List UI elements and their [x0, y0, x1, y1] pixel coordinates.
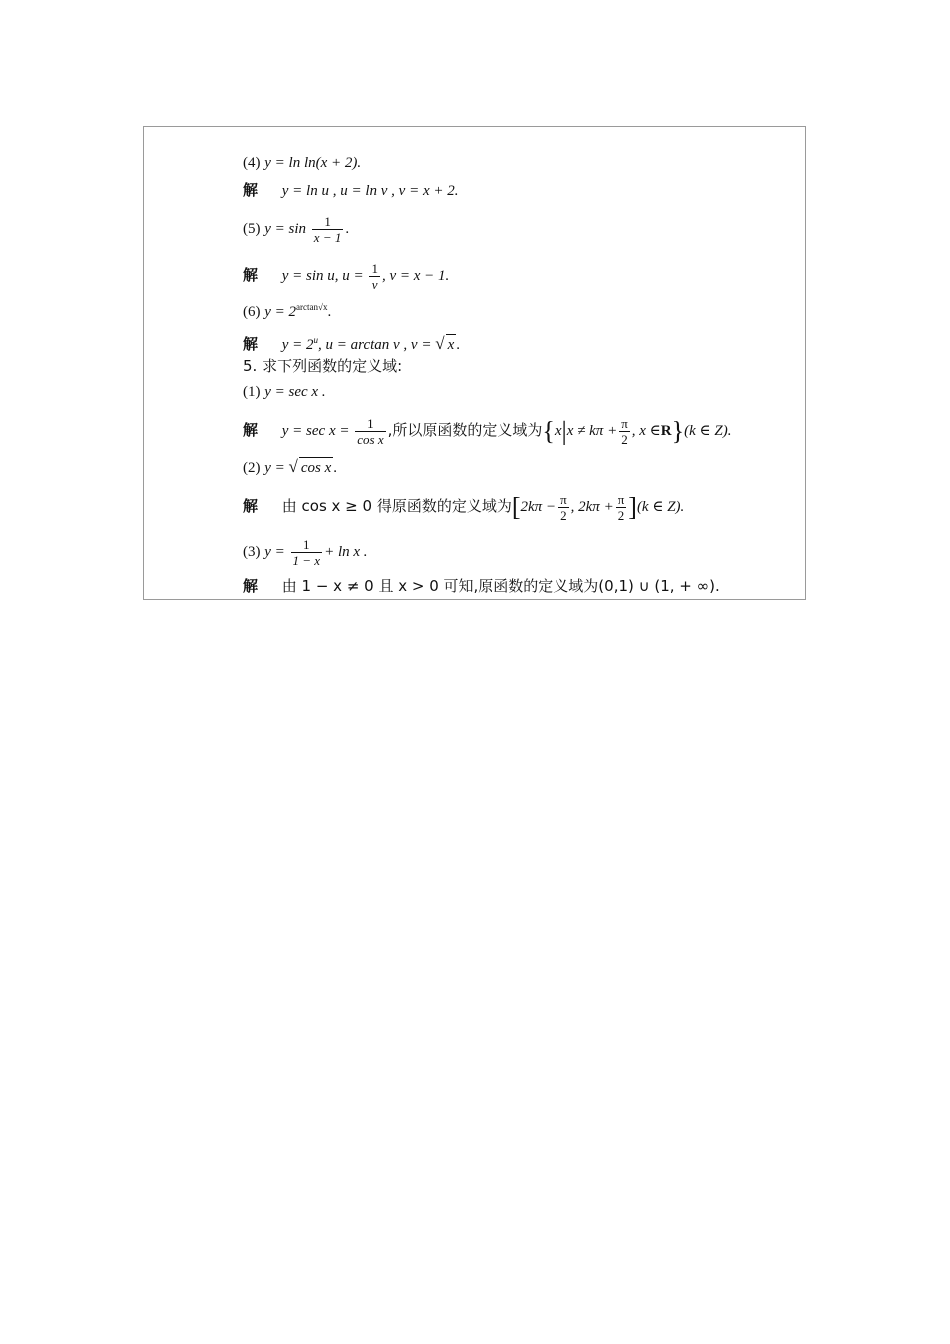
bracket-open: [ [511, 492, 521, 522]
fraction [312, 214, 344, 245]
denominator: 2 [617, 508, 625, 523]
numerator: π [560, 492, 567, 507]
radical-sign: √ [288, 457, 298, 476]
exponent: u [313, 335, 319, 345]
numerator: 1 [312, 214, 344, 230]
solution-label: 解 [243, 420, 259, 439]
equation: y = ln u , u = ln v , v = x + 2. [281, 183, 459, 199]
equation: y = 2 [281, 337, 314, 353]
denominator: 1 − x [292, 553, 321, 568]
question-5: 5. 求下列函数的定义域: [243, 357, 403, 375]
tail: (k ∈ Z). [636, 498, 685, 515]
denominator: 2 [560, 508, 567, 523]
equation-end: . [456, 337, 460, 353]
radical-sign: √ [435, 334, 445, 353]
exponent: arctan√x [296, 302, 328, 312]
fraction [291, 537, 323, 568]
numerator: π [621, 416, 628, 431]
equation-prefix: y = sin u, u = [281, 267, 364, 284]
set-condition: x ≠ kπ + [566, 422, 618, 439]
equation-end: + ln x . [324, 543, 368, 560]
equation-end: , v = x − 1. [381, 267, 450, 284]
pi-fraction [619, 416, 630, 447]
equation-prefix: y = 2 [264, 304, 297, 320]
radicand: x [446, 334, 457, 355]
denominator: 2 [621, 432, 628, 447]
solution-label: 解 [243, 577, 259, 595]
item-label: (5) [243, 220, 261, 237]
equation-prefix: y = [264, 543, 285, 560]
problem-1 [243, 382, 326, 402]
solution-6 [243, 330, 460, 355]
equation-end: . [327, 304, 332, 320]
answer-2 [243, 492, 684, 523]
numerator: 1 [371, 261, 378, 276]
answer-text: 由 1 − x ≠ 0 且 x > 0 可知,原函数的定义域为(0,1) ∪ (1, + ∞). [281, 577, 720, 595]
equation: y = sec x . [264, 384, 326, 400]
equation-prefix: y = sin [264, 220, 307, 237]
item-label: (1) [243, 384, 261, 400]
numerator: π [617, 492, 625, 507]
solution-label: 解 [243, 335, 259, 353]
problem-3 [243, 537, 368, 568]
answer-1 [243, 416, 731, 447]
set-bar: | [561, 416, 567, 446]
equation-end: . [333, 460, 338, 476]
fraction [355, 416, 385, 447]
numerator: 1 [291, 537, 323, 553]
pi-fraction [558, 492, 569, 523]
solution-label: 解 [243, 496, 259, 515]
equation-rest: , u = arctan v , v = [318, 337, 432, 353]
solution-label: 解 [243, 265, 259, 284]
set-variable: x [554, 422, 562, 439]
tail: (k ∈ Z). [684, 422, 732, 439]
brace-close: } [671, 416, 685, 446]
pi-fraction [616, 492, 627, 523]
solution-label: 解 [243, 181, 259, 199]
interval-comma: , 2kπ + [570, 498, 614, 515]
equation-prefix: y = [264, 460, 285, 476]
answer-text: ,所以原函数的定义域为 [387, 420, 543, 439]
numerator: 1 [355, 416, 385, 432]
item-label: (3) [243, 543, 261, 560]
item-label: (6) [243, 304, 261, 320]
denominator: cos x [357, 432, 384, 447]
interval-start: 2kπ − [520, 498, 557, 515]
solution-4 [243, 180, 458, 201]
denominator: v [371, 277, 378, 292]
item-5 [243, 214, 349, 245]
solution-5 [243, 261, 449, 292]
fraction [369, 261, 380, 292]
item-6 [243, 297, 331, 322]
denominator: x − 1 [313, 230, 342, 245]
brace-open: { [542, 416, 555, 446]
bracket-close: ] [628, 492, 637, 522]
set-condition-2: , x ∈ [631, 422, 661, 439]
answer-text: 由 cos x ≥ 0 得原函数的定义域为 [281, 496, 512, 515]
problem-2 [243, 457, 337, 478]
item-label: (2) [243, 460, 261, 476]
real-set: R [660, 422, 672, 439]
item-4 [243, 153, 361, 173]
equation: y = ln ln(x + 2). [264, 155, 362, 171]
radicand: cos x [299, 457, 333, 478]
equation-prefix: y = sec x = [281, 422, 350, 439]
item-label: (4) [243, 155, 261, 171]
equation-end: . [345, 220, 350, 237]
answer-3 [243, 576, 720, 597]
